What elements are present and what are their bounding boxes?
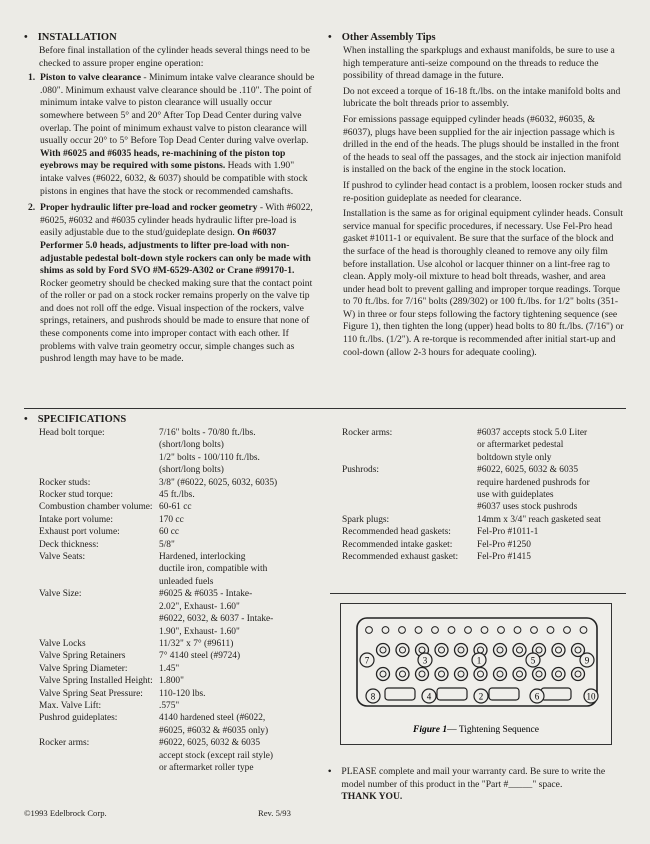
spec-label: Valve Spring Seat Pressure: (39, 688, 143, 699)
spec-value: 45 ft./lbs. (159, 490, 195, 501)
installation-intro: Before final installation of the cylinder heads several things need to be checked to assure proper engine operation: (39, 45, 310, 69)
bullet: • (328, 32, 332, 43)
spec-value: Fel-Pro #1250 (477, 539, 531, 550)
valve-port (533, 668, 546, 681)
spec-label: Recommended intake gasket: (342, 539, 453, 550)
spec-label: Valve Spring Retainers (39, 651, 126, 662)
spec-row (342, 464, 601, 514)
stud-hole (465, 627, 472, 634)
spec-label: Recommended exhaust gasket: (342, 552, 459, 563)
valve-port-inner (575, 647, 581, 653)
item-1-title: Piston to valve clearance (40, 72, 141, 84)
spec-value: Hardened, interlocking ductile iron, compatible with unleaded fuels (159, 552, 268, 587)
tightening-sequence-figure (340, 603, 612, 745)
stud-hole (531, 627, 538, 634)
spec-value: 110-120 lbs. (159, 688, 206, 699)
item-2-title: Proper hydraulic lifter pre-load and rocker geometry (40, 202, 258, 214)
valve-port (435, 668, 448, 681)
spec-label: Valve Size: (39, 589, 82, 600)
valve-port-inner (556, 647, 562, 653)
valve-port (494, 668, 507, 681)
spec-label: Valve Spring Diameter: (39, 663, 128, 674)
bolt-number: 6 (534, 691, 540, 702)
spec-label: Valve Seats: (39, 552, 86, 563)
bolt-number: 2 (478, 691, 484, 702)
exhaust-port (437, 688, 467, 700)
valve-port (494, 644, 507, 657)
valve-port-inner (478, 647, 484, 653)
bullet: • (328, 766, 332, 777)
valve-port-inner (380, 671, 386, 677)
valve-port (474, 668, 487, 681)
valve-port (455, 644, 468, 657)
stud-hole (399, 627, 406, 634)
bolt-number: 9 (584, 655, 590, 666)
bolt-number: 5 (530, 655, 536, 666)
copyright: ©1993 Edelbrock Corp. (24, 808, 107, 818)
spec-label: Head bolt torque: (39, 428, 105, 438)
bolt-number: 4 (426, 691, 432, 702)
installation-item-1 (24, 72, 316, 198)
spec-row (39, 688, 277, 700)
valve-port (552, 644, 565, 657)
figure-divider (330, 593, 626, 594)
valve-port (513, 668, 526, 681)
assembly-tip-4: If pushrod to cylinder head contact is a problem, loosen rocker studs and re-position guideplate as needed for clearance. (343, 179, 622, 204)
valve-port (435, 644, 448, 657)
cylinder-head-diagram (341, 604, 611, 744)
valve-port (377, 644, 390, 657)
bullet: • (24, 414, 28, 425)
spec-row (39, 737, 277, 774)
spec-value: 11/32" x 7° (#9611) (159, 638, 234, 649)
spec-row (342, 427, 601, 464)
valve-port (396, 668, 409, 681)
stud-hole (547, 627, 554, 634)
installation-section (24, 32, 316, 366)
spec-label: Max. Valve Lift: (39, 700, 102, 711)
item-2-text: - With #6022, #6025, #6032 and #6035 cylinder heads hydraulic lifter pre-load is easily adjustable due to the stud/guideplate design. (40, 202, 313, 239)
spec-label: Valve Spring Installed Height: (39, 676, 153, 687)
valve-port-inner (400, 671, 406, 677)
valve-port-inner (517, 647, 523, 653)
figure-caption-text: — Tightening Sequence (447, 725, 539, 735)
spec-value: 7° 4140 steel (#9724) (159, 651, 241, 662)
revision: Rev. 5/93 (258, 808, 291, 818)
item-number: 1. (28, 72, 36, 84)
installation-heading: INSTALLATION (37, 32, 117, 43)
spec-value: #6037 accepts stock 5.0 Liter or aftermarket pedestal boltdown style only (477, 428, 588, 463)
spec-row (342, 514, 601, 526)
spec-label: Exhaust port volume: (39, 527, 120, 538)
bullet: • (24, 32, 28, 43)
spec-value: 60-61 cc (159, 502, 192, 513)
assembly-tip-3: For emissions passage equipped cylinder heads (#6032, #6035, & #6037), plugs have been supplied for the air injection passage which is drilled in the end of the heads. The plugs should be installed in the front of the heads to seal off the passages, and the stock air injection manifold is installed on the back of the engine in the stock location. (343, 113, 621, 176)
stud-hole (432, 627, 439, 634)
valve-port-inner (556, 671, 562, 677)
spec-label: Pushrods: (342, 465, 379, 476)
spec-row (39, 514, 277, 526)
valve-port (513, 644, 526, 657)
spec-row (39, 700, 277, 712)
spec-value: 4140 hardened steel (#6022, #6025, #6032 & #6035 only) (159, 713, 269, 736)
valve-port-inner (419, 647, 425, 653)
exhaust-port (541, 688, 571, 700)
spec-value: Fel-Pro #1011-1 (477, 527, 539, 538)
valve-port (396, 644, 409, 657)
spec-label: Recommended head gaskets: (342, 527, 451, 538)
valve-port (377, 668, 390, 681)
valve-port-inner (497, 647, 503, 653)
spec-row (342, 551, 601, 563)
spec-value: 3/8" (#6022, 6025, 6032, 6035) (159, 477, 278, 488)
specifications-heading: SPECIFICATIONS (37, 414, 127, 425)
item-1-emphasis: With #6025 and #6035 heads, re-machining of the piston top eyebrows may be required with some pistons. (40, 147, 286, 172)
bolt-number: 1 (476, 655, 482, 666)
spec-row (39, 551, 277, 588)
valve-port-inner (439, 647, 445, 653)
valve-port-inner (458, 671, 464, 677)
valve-port-inner (380, 647, 386, 653)
exhaust-port (385, 688, 415, 700)
valve-port-inner (517, 671, 523, 677)
valve-port (455, 668, 468, 681)
spec-row (39, 427, 277, 477)
item-number: 2. (28, 202, 36, 214)
spec-label: Intake port volume: (39, 514, 113, 525)
spec-row (39, 501, 277, 513)
specifications-table-right (342, 427, 601, 563)
spec-value: #6025 & #6035 - Intake- 2.02", Exhaust- 1.60" #6022, 6032, & 6037 - Intake- 1.90", Exhaust- 1.60" (159, 589, 274, 637)
stud-hole (580, 627, 587, 634)
spec-label: Rocker arms: (342, 428, 393, 438)
spec-row (39, 526, 277, 538)
spec-label: Pushrod guideplates: (39, 713, 118, 724)
stud-hole (514, 627, 521, 634)
thank-you: THANK YOU. (341, 791, 403, 803)
valve-port-inner (439, 671, 445, 677)
spec-value: 14mm x 3/4" reach gasketed seat (477, 514, 601, 525)
stud-hole (366, 627, 373, 634)
bolt-number: 3 (422, 655, 428, 666)
spec-row (39, 650, 277, 662)
spec-value: 1.800" (159, 676, 184, 687)
item-2-text-2: Rocker geometry should be checked making sure that the contact point of the roller or pad on a stock rocker remains properly on the valve tip and does not roll off the edge. Visual inspection of the rockers, valve springs, retainers, and pushrods should be made to ensure that none of these components come into improper contact with each other. If problems with valve train geometry occur, simple changes such as pushrod length may have to be made. (40, 277, 313, 365)
specifications-right (342, 427, 632, 563)
spec-label: Rocker stud torque: (39, 490, 113, 501)
stud-hole (448, 627, 455, 634)
spec-value: 5/8" (159, 539, 175, 550)
specifications-table-left (39, 427, 277, 774)
spec-label: Combustion chamber volume: (39, 502, 153, 513)
valve-port-inner (497, 671, 503, 677)
spec-label: Rocker studs: (39, 477, 91, 488)
assembly-tip-2: Do not exceed a torque of 16-18 ft./lbs. on the intake manifold bolts and lubricate the bolt threads prior to assembly. (343, 85, 621, 110)
spec-label: Rocker arms: (39, 738, 90, 749)
spec-value: 170 cc (159, 514, 184, 525)
warranty-instructions: PLEASE complete and mail your warranty card. Be sure to write the model number of this product in the "Part #_____" space. (341, 766, 606, 790)
specifications-section (24, 414, 324, 774)
spec-value: 60 cc (159, 527, 180, 538)
spec-value: Fel-Pro #1415 (477, 552, 531, 563)
assembly-tips-section (328, 32, 624, 359)
valve-port-inner (536, 671, 542, 677)
spec-label: Valve Locks (39, 638, 86, 649)
stud-hole (382, 627, 389, 634)
valve-port-inner (478, 671, 484, 677)
valve-port (552, 668, 565, 681)
valve-port (572, 668, 585, 681)
figure-caption-label: Figure 1 (413, 725, 448, 735)
stud-hole (498, 627, 505, 634)
closing-section (328, 766, 624, 804)
bolt-number: 8 (370, 691, 376, 702)
spec-row (39, 675, 277, 687)
bolt-number: 10 (586, 691, 596, 702)
bolt-number: 7 (364, 655, 370, 666)
spec-row (342, 526, 601, 538)
spec-row (39, 588, 277, 638)
spec-label: Spark plugs: (342, 514, 390, 525)
assembly-tip-1: When installing the sparkplugs and exhaust manifolds, be sure to use a high temperature anti-seize compound on the threads to reduce the possibility of thread damage in the future. (343, 45, 615, 82)
stud-hole (481, 627, 488, 634)
figure-caption (412, 725, 539, 735)
assembly-tip-5: Installation is the same as for original equipment cylinder heads. Consult service manual for specific procedures, if necessary. Use Fel-Pro head gasket #1011-1 or equivalent. Be sure that the surface of the block and the surface of the head is thoroughly cleaned to remove any oily film before installation. Use alcohol or lacquer thinner on a lint-free rag to clean. Apply moly-oil mixture to head bolt threads, washer, and area under head bolt to prevent galling and improper torque readings. Torque to 70 ft./lbs. for 7/16" bolts (289/302) or 100 ft./lbs. for 1/2" bolts (351-W) in three or four steps following the factory tightening sequence (see Figure 1), then tighten the long (upper) head bolts to 80 ft./lbs. (7/16") or 110 ft./lbs. (1/2"). A re-torque is recommended after initial start-up and cool-down (allow 2-3 hours for adequate cooling). (343, 208, 624, 358)
valve-port-inner (458, 647, 464, 653)
installation-item-2 (24, 202, 316, 366)
spec-row (39, 638, 277, 650)
spec-label: Deck thickness: (39, 539, 99, 550)
stud-hole (564, 627, 571, 634)
item-1-text: - Minimum intake valve clearance should be .080". Minimum exhaust valve clearance should be .110". The point of minimum intake valve to piston clearance will usually occur somewhere between 5° and 20° After Top Dead Center during valve overlap. The point of minimum exhaust valve to piston clearance will usually occur 20° to 5° Before Top Dead Center during valve overlap. (40, 72, 315, 147)
section-divider (24, 408, 626, 409)
spec-row (39, 712, 277, 737)
assembly-heading: Other Assembly Tips (341, 32, 436, 43)
spec-value: 7/16" bolts - 70/80 ft./lbs. (short/long bolts) 1/2" bolts - 100/110 ft./lbs. (short/long bolts) (159, 428, 260, 476)
valve-port-inner (536, 647, 542, 653)
spec-value: #6022, 6025, 6032 & 6035 require hardened pushrods for use with guideplates #6037 uses stock pushrods (477, 465, 590, 513)
stud-hole (415, 627, 422, 634)
valve-port-inner (419, 671, 425, 677)
valve-port (416, 668, 429, 681)
spec-row (39, 477, 277, 489)
valve-port-inner (575, 671, 581, 677)
spec-value: .575" (159, 700, 180, 711)
spec-row (39, 539, 277, 551)
item-2-emphasis: On #6037 Performer 5.0 heads, adjustments to lifter pre-load with non-adjustable pedestal bolt-down style rockers can only be made with shims as sold by Ford SVO #M-6529-A302 or Crane #99170-1. (40, 227, 311, 277)
valve-port-inner (400, 647, 406, 653)
spec-value: 1.45" (159, 663, 180, 674)
spec-row (342, 539, 601, 551)
spec-row (39, 489, 277, 501)
spec-value: #6022, 6025, 6032 & 6035 accept stock (except rail style) or aftermarket roller type (159, 738, 274, 773)
exhaust-port (489, 688, 519, 700)
item-1-text-2: Heads with 1.90" intake valves (#6022, 6032, & 6037) should be compatible with stock pistons in engines that have the stock or recommended camshafts. (40, 160, 308, 197)
spec-row (39, 663, 277, 675)
